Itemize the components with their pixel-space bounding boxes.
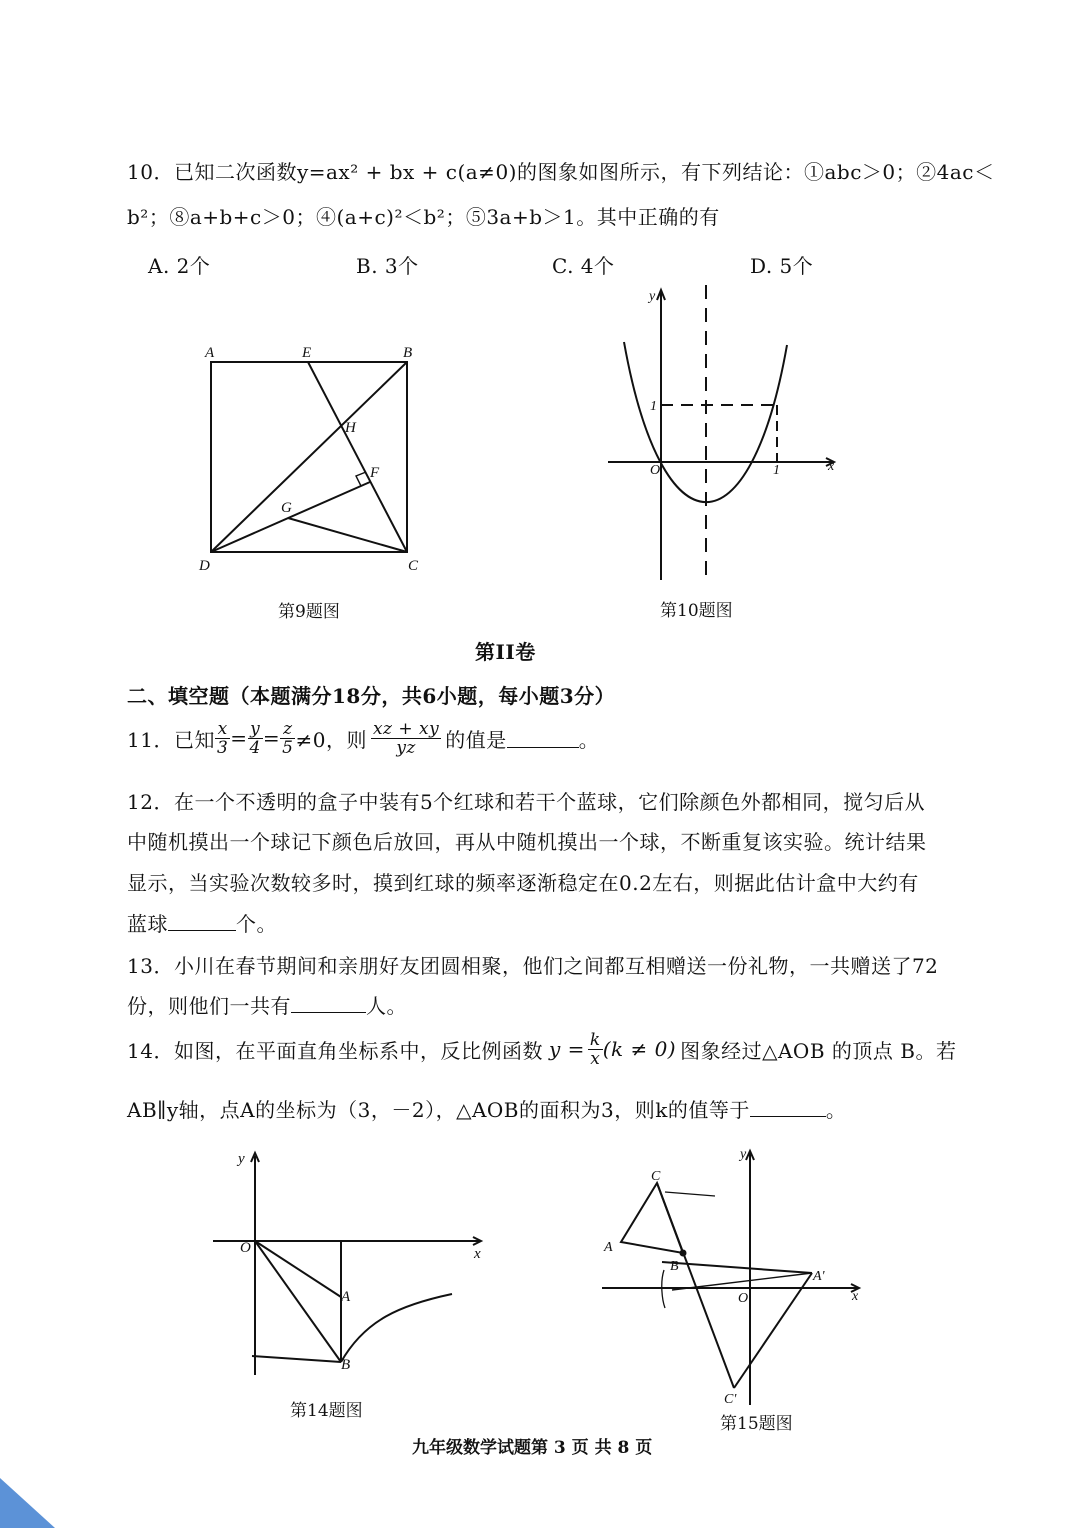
q11-f2-den: 4: [249, 737, 261, 758]
q11-fraction-x3: [215, 720, 230, 757]
fig10-label-o: O: [650, 463, 661, 478]
q14-f-den: x: [590, 1048, 601, 1069]
fig15-label-a: A: [604, 1240, 613, 1255]
q13-line2: [127, 990, 407, 1019]
fig10-diagram: [600, 280, 845, 585]
fig10-label-one-y: 1: [650, 399, 657, 414]
q11-eq-1: =: [230, 726, 248, 750]
q14-line2-a: AB∥y轴，点A的坐标为（3，－2），△AOB的面积为3，则k的值等于: [127, 1098, 750, 1122]
fig15-caption: 第15题图: [720, 1414, 793, 1434]
q11-neq: ≠0，则: [295, 727, 367, 752]
q14-f-num: k: [589, 1029, 601, 1050]
fig15-label-c: C: [651, 1169, 661, 1184]
fig9-label-b: B: [403, 345, 413, 361]
q14-condition: (k ≠ 0): [602, 1037, 677, 1061]
fig15-label-o: O: [738, 1291, 749, 1306]
q10-option-c: C. 4个: [552, 254, 615, 278]
q11-suffix: 的值是: [445, 727, 507, 752]
fig14-label-x: x: [474, 1246, 481, 1262]
q12-line2: 中随机摸出一个球记下颜色后放回，再从中随机摸出一个球，不断重复该实验。统计结果: [127, 830, 927, 854]
q11: [127, 712, 599, 764]
fig15-label-b: B: [670, 1259, 679, 1274]
fig9-label-c: C: [408, 558, 419, 574]
fig9-caption: 第9题图: [278, 602, 340, 622]
q10-option-b: B. 3个: [356, 254, 419, 278]
fig9-label-e: E: [302, 345, 312, 361]
q14-line1-b: 图象经过△AOB 的顶点 B。若: [680, 1038, 957, 1063]
q11-eq-2: =: [262, 726, 281, 750]
q12-answer-blank[interactable]: [168, 912, 236, 931]
q12-line4-b: 个。: [236, 912, 277, 936]
fig10-label-one-x: 1: [773, 463, 780, 478]
fig15-label-y: y: [740, 1147, 747, 1162]
fig9-label-d: D: [199, 558, 210, 574]
page-footer: 九年级数学试题第 3 页 共 8 页: [412, 1438, 653, 1458]
q11-f3-num: z: [280, 720, 295, 739]
q14-y-eq: y =: [548, 1037, 585, 1061]
fig10-label-x: x: [828, 459, 835, 474]
q14-answer-blank[interactable]: [750, 1098, 826, 1117]
q13-line2-b: 人。: [366, 994, 407, 1018]
q14-line1-a: 14．如图，在平面直角坐标系中，反比例函数: [127, 1038, 543, 1063]
fig14-diagram: [205, 1145, 495, 1380]
q11-fraction-expr: [371, 720, 441, 757]
q11-f4-num: xz + xy: [372, 718, 440, 739]
fig9-label-a: A: [205, 345, 215, 361]
fig14-label-o: O: [240, 1240, 251, 1256]
q13-answer-blank[interactable]: [291, 994, 366, 1013]
q13-line2-a: 份，则他们一共有: [127, 994, 291, 1018]
q11-f1-den: 3: [216, 737, 229, 758]
fig14-label-b: B: [341, 1357, 351, 1373]
q11-fraction-z5: [280, 720, 295, 757]
q11-f3-den: 5: [282, 737, 294, 758]
fig14-label-y: y: [238, 1151, 245, 1167]
q12-line4: [127, 908, 277, 937]
q10-option-d: D. 5个: [750, 254, 814, 278]
q14-line2-b: 。: [825, 1098, 847, 1122]
q14-line2: [127, 1094, 846, 1123]
q12-line1: 12．在一个不透明的盒子中装有5个红球和若干个蓝球，它们除颜色外都相同，搅匀后从: [127, 790, 926, 814]
volume-title: 第II卷: [475, 640, 536, 664]
corner-decoration: [0, 1478, 55, 1528]
fig15-label-a-prime: A': [813, 1269, 825, 1284]
fig9-label-f: F: [370, 465, 380, 481]
q11-fraction-y4: [248, 720, 263, 757]
section-heading: 二、填空题（本题满分18分，共6小题，每小题3分）: [127, 684, 616, 708]
fig9-label-h: H: [345, 420, 356, 436]
fig10-caption: 第10题图: [660, 601, 733, 621]
fig15-diagram: [595, 1140, 870, 1415]
q13-line1: 13．小川在春节期间和亲朋好友团圆相聚，他们之间都互相赠送一份礼物，一共赠送了72: [127, 954, 939, 978]
fig9-diagram: [190, 335, 430, 580]
fig14-caption: 第14题图: [290, 1401, 363, 1421]
fig9-label-g: G: [281, 500, 292, 516]
q11-answer-blank[interactable]: [507, 729, 579, 748]
q14-line1: [127, 1022, 956, 1076]
q14-fraction-kx: [588, 1031, 603, 1068]
q11-end: 。: [578, 727, 600, 752]
q12-line4-a: 蓝球: [127, 912, 168, 936]
q10-option-a: A. 2个: [148, 254, 211, 278]
fig14-label-a: A: [341, 1289, 351, 1305]
q11-f2-num: y: [248, 720, 263, 739]
q10-line2: b²；⑧a+b+c＞0；④(a+c)²＜b²；⑤3a+b＞1。其中正确的有: [127, 205, 720, 229]
q11-f1-num: x: [215, 720, 230, 739]
fig15-label-c-prime: C': [724, 1392, 737, 1407]
q12-line3: 显示，当实验次数较多时，摸到红球的频率逐渐稳定在0.2左右，则据此估计盒中大约有: [127, 871, 919, 895]
q10-line1: 10．已知二次函数y=ax² + bx + c(a≠0)的图象如图所示，有下列结论：①abc＞0；②4ac＜: [127, 160, 995, 184]
q11-prefix: 11．已知: [127, 727, 215, 752]
fig10-label-y: y: [649, 289, 656, 304]
q11-f4-den: yz: [396, 737, 416, 758]
fig15-label-x: x: [852, 1289, 859, 1304]
